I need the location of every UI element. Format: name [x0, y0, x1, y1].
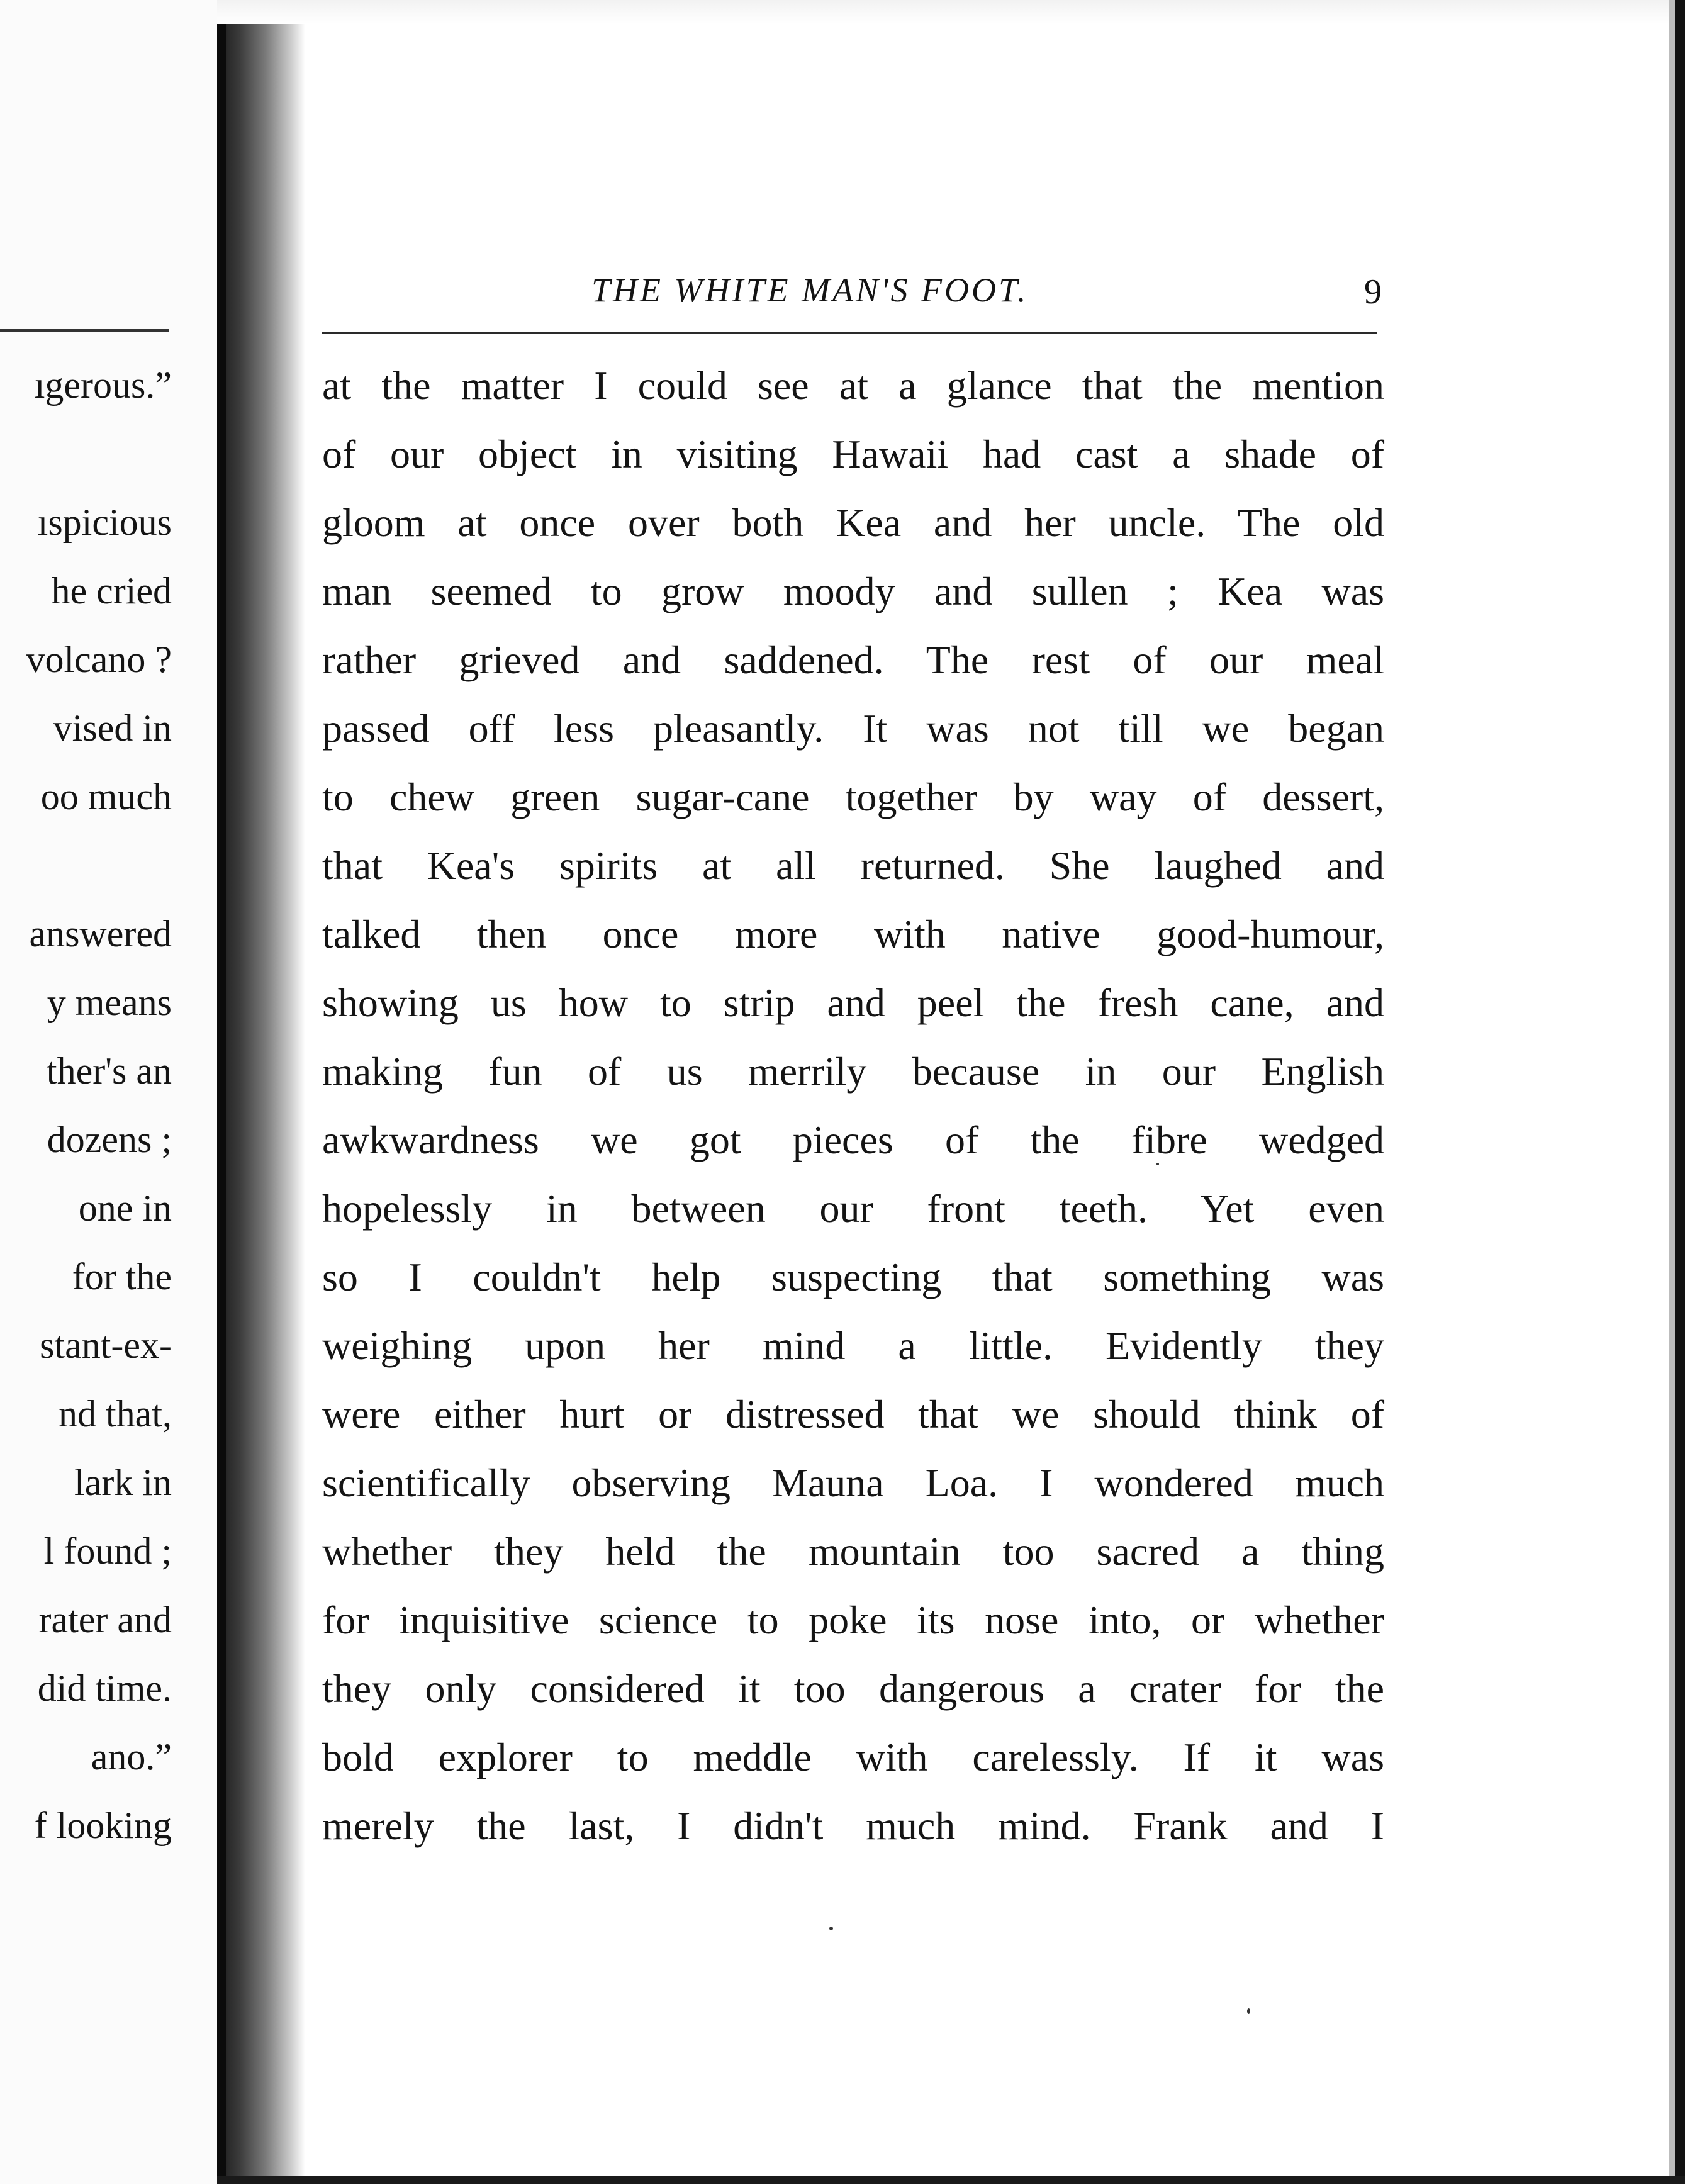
text-line: of our object in visiting Hawaii had cast a shade of [322, 432, 1384, 476]
text-line: scientifically observing Mauna Loa. I wondered much [322, 1460, 1384, 1505]
left-page-text-line: y means [47, 982, 172, 1023]
left-page-text-line: nd that, [59, 1393, 172, 1435]
body-text [322, 357, 1384, 1866]
text-line: to chew green sugar-cane together by way of dessert, [322, 775, 1384, 819]
text-line: that Kea's spirits at all returned. She laughed and [322, 843, 1384, 888]
text-line: showing us how to strip and peel the fresh cane, and [322, 980, 1384, 1025]
left-page-text-line: lark in [74, 1462, 172, 1503]
left-page-rule [0, 329, 169, 332]
left-page-text-line: stant-ex- [40, 1324, 172, 1366]
left-page-text-line: l found ; [43, 1530, 172, 1572]
book-gutter-shadow [217, 0, 305, 2184]
right-page-edge [1669, 0, 1675, 2184]
text-line: whether they held the mountain too sacred a thing [322, 1529, 1384, 1574]
left-page-text-line: ther's an [46, 1050, 172, 1092]
running-title: THE WHITE MAN'S FOOT. [591, 271, 1029, 309]
text-line: rather grieved and saddened. The rest of our meal [322, 637, 1384, 682]
page-number: 9 [1364, 272, 1382, 311]
text-line: hopelessly in between our front teeth. Yet even [322, 1186, 1384, 1231]
left-page-text-line: for the [72, 1256, 172, 1297]
text-line: at the matter I could see at a glance that the mention [322, 363, 1384, 408]
scan-speck [829, 1927, 833, 1930]
text-line: man seemed to grow moody and sullen ; Kea was [322, 569, 1384, 613]
left-page-text-line: ano.” [91, 1736, 172, 1778]
left-page-text-line: answered [29, 913, 172, 955]
left-page-text-line: f looking [34, 1805, 172, 1846]
page-top-edge [217, 0, 1671, 24]
text-line: awkwardness we got pieces of the fibre wedged [322, 1117, 1384, 1162]
scan-speck [1156, 1163, 1159, 1165]
text-line: weighing upon her mind a little. Evidently they [322, 1323, 1384, 1368]
text-line: for inquisitive science to poke its nose into, or whether [322, 1598, 1384, 1642]
text-line: talked then once more with native good-humour, [322, 912, 1384, 956]
text-line: merely the last, I didn't much mind. Frank and I [322, 1803, 1384, 1848]
text-line: were either hurt or distressed that we should think of [322, 1392, 1384, 1436]
header-rule [322, 332, 1377, 334]
text-line: gloom at once over both Kea and her uncle. The old [322, 500, 1384, 545]
left-page-text-line: he cried [51, 570, 172, 612]
left-page-text-line: rater and [38, 1599, 172, 1640]
left-facing-page [0, 0, 217, 2184]
left-page-text-line: ıspicious [37, 501, 172, 543]
text-line: they only considered it too dangerous a crater for the [322, 1666, 1384, 1711]
left-page-text-line: ıgerous.” [34, 364, 172, 406]
left-page-text-line: one in [78, 1187, 172, 1229]
left-page-text-line: volcano ? [26, 639, 172, 680]
gutter-edge [217, 0, 226, 2184]
left-page-text-line: oo much [40, 776, 172, 817]
scan-speck [1247, 2008, 1250, 2014]
text-line: passed off less pleasantly. It was not till we began [322, 706, 1384, 751]
left-page-text-line: dozens ; [47, 1119, 172, 1160]
text-line: bold explorer to meddle with carelessly. If it was [322, 1735, 1384, 1779]
text-line: making fun of us merrily because in our English [322, 1049, 1384, 1094]
left-page-text-line: vised in [53, 707, 172, 749]
text-line: so I couldn't help suspecting that something was [322, 1255, 1384, 1299]
left-page-text-line: did time. [37, 1667, 172, 1709]
scan-right-border [1675, 0, 1685, 2184]
scan-bottom-border [217, 2176, 1685, 2184]
